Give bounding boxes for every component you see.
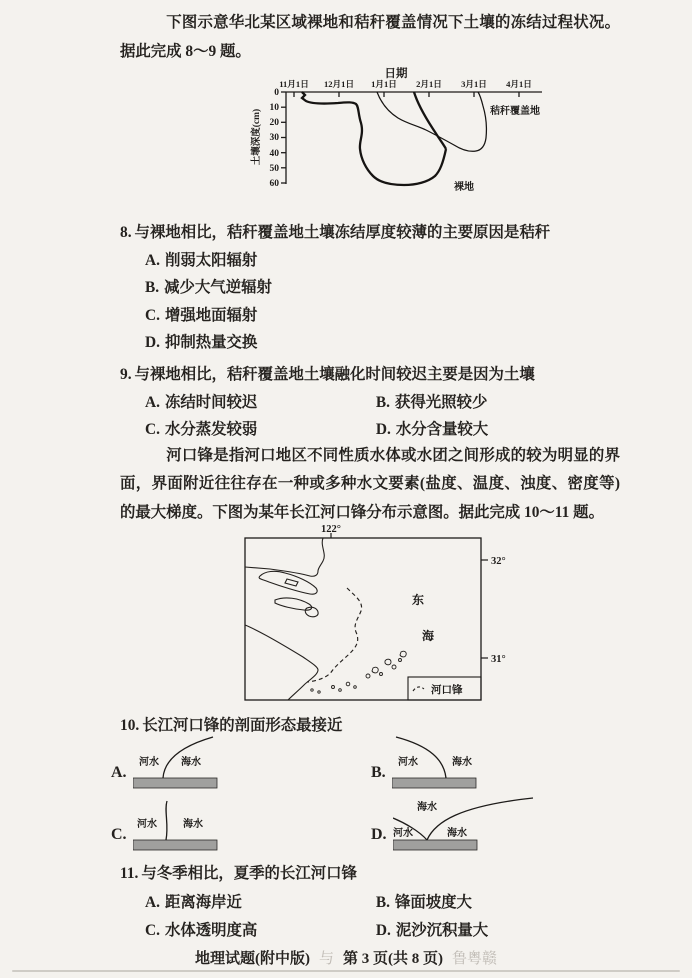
y-tick-label: 50 xyxy=(269,164,279,174)
option-label: B. xyxy=(145,279,160,297)
option-text: 增强地面辐射 xyxy=(164,306,258,324)
option-label: B. xyxy=(375,893,390,911)
profile-option-a xyxy=(111,734,278,791)
option-label: B. xyxy=(375,393,390,411)
estuary-front-line xyxy=(307,588,362,682)
passage-estuary-front: 河口锋是指河口地区不同性质水体或水团之间形成的较为明显的界面，界面附近往往存在一种或多种水文要素(盐度、温度、浊度、密度等)的最大梯度。下图为某年长江河口锋分布示意图。据此完成 10～11 题。 xyxy=(120,447,620,521)
sea-water-label: 海水 xyxy=(180,757,201,768)
option-d xyxy=(376,421,488,438)
option-label: B. xyxy=(371,764,386,781)
x-tick-label: 3月1日 xyxy=(461,79,487,89)
option-label: D. xyxy=(371,826,387,843)
option-text: 距离海岸近 xyxy=(164,893,242,911)
option-b xyxy=(376,394,487,411)
map-frame xyxy=(245,538,481,700)
question-9 xyxy=(120,361,640,444)
seabed-bar xyxy=(392,778,476,788)
option-text: 水分含量较大 xyxy=(395,421,489,439)
option-label: C. xyxy=(145,421,160,439)
question-text: 长江河口锋的剖面形态最接近 xyxy=(142,717,343,734)
bare-land-curve xyxy=(302,92,446,185)
question-number: 9. xyxy=(120,366,132,383)
profile-diagram-a xyxy=(133,734,278,791)
straw-cover-series-label: 秸秆覆盖地 xyxy=(490,106,540,117)
question-8 xyxy=(120,219,640,357)
profile-option-b xyxy=(371,734,537,791)
river-water-label: 河水 xyxy=(136,819,157,830)
question-8-stem xyxy=(120,219,640,247)
sea-water-top-label: 海水 xyxy=(416,802,437,813)
option-row xyxy=(145,416,640,444)
option-label: A. xyxy=(145,893,160,911)
option-a xyxy=(145,889,372,918)
x-tick-label: 2月1日 xyxy=(416,79,442,89)
footer-page-info: 第 3 页(共 8 页) xyxy=(343,951,443,967)
chongming-island xyxy=(259,571,317,594)
option-c xyxy=(145,917,372,946)
chart-y-axis-label: 土壤深度(cm) xyxy=(252,108,262,166)
option-c xyxy=(145,302,640,330)
estuary-front-map xyxy=(215,524,515,714)
footer-watermark-right: 鲁粤赣 xyxy=(452,951,498,967)
river-water-label: 河水 xyxy=(392,828,413,839)
footer-doc-title: 地理试题(附中版) xyxy=(194,951,310,967)
y-tick-label: 30 xyxy=(269,133,279,143)
option-text: 水体透明度高 xyxy=(164,922,258,940)
chart-title: 日期 xyxy=(384,68,408,80)
bare-land-series-label: 裸地 xyxy=(454,182,474,193)
option-row xyxy=(145,917,640,946)
freeze-depth-chart xyxy=(246,66,566,218)
seabed-bar xyxy=(133,840,217,850)
option-text: 水分蒸发较弱 xyxy=(164,421,258,439)
option-row xyxy=(145,389,640,417)
option-label: A. xyxy=(145,251,160,269)
option-label: C. xyxy=(145,922,160,940)
option-b xyxy=(145,274,640,302)
seabed-bar xyxy=(133,778,217,788)
option-text: 冻结时间较迟 xyxy=(164,393,258,411)
inner-islet xyxy=(285,579,298,586)
profile-diagram-c xyxy=(133,796,278,853)
profile-option-c xyxy=(111,796,278,853)
option-label: A. xyxy=(111,764,127,781)
profile-diagram-b xyxy=(392,734,537,791)
passage-freeze-intro: 下图示意华北某区域裸地和秸秆覆盖情况下土壤的冻结过程状况。据此完成 8～9 题。 xyxy=(120,14,620,60)
river-water-label: 河水 xyxy=(397,757,418,768)
y-tick-label: 0 xyxy=(274,88,279,98)
question-text: 与冬季相比，夏季的长江河口锋 xyxy=(141,865,357,882)
map-legend xyxy=(408,677,481,700)
option-text: 抑制热量交换 xyxy=(164,334,258,352)
chart-y-tick-labels xyxy=(270,88,280,189)
north-bank-coast xyxy=(245,538,324,576)
option-label: C. xyxy=(145,306,160,324)
y-tick-label: 20 xyxy=(269,118,279,128)
option-a xyxy=(145,247,640,275)
x-tick-label: 1月1日 xyxy=(371,79,397,89)
question-number: 10. xyxy=(120,717,140,734)
rising-front-curve xyxy=(427,798,533,840)
option-label: D. xyxy=(375,421,391,439)
south-bank-coast xyxy=(245,625,318,700)
sea-water-label: 海水 xyxy=(182,819,203,830)
latitude-label-31: 31° xyxy=(491,654,506,665)
seabed-bar xyxy=(393,840,477,850)
question-number: 11. xyxy=(120,865,139,882)
sea-name-char-sea: 海 xyxy=(422,629,435,643)
longitude-label: 122° xyxy=(321,524,341,535)
offshore-islands xyxy=(311,651,406,693)
y-tick-label: 10 xyxy=(269,103,279,113)
coastline xyxy=(245,538,324,700)
y-tick-label: 40 xyxy=(269,149,279,159)
sea-water-label: 海水 xyxy=(446,828,467,839)
river-water-label: 河水 xyxy=(138,757,159,768)
option-text: 锋面坡度大 xyxy=(394,893,472,911)
x-tick-label: 11月1日 xyxy=(279,79,309,89)
option-d xyxy=(145,329,640,357)
option-text: 削弱太阳辐射 xyxy=(164,251,258,269)
x-tick-label: 4月1日 xyxy=(506,79,532,89)
footer-watermark-mid: 与 xyxy=(318,951,334,967)
sea-water-label: 海水 xyxy=(451,757,472,768)
option-text: 减少大气逆辐射 xyxy=(164,279,272,297)
option-b xyxy=(376,894,472,911)
option-label: D. xyxy=(375,922,391,940)
latitude-label-32: 32° xyxy=(491,556,506,567)
chart-x-tick-labels xyxy=(279,79,532,89)
scan-edge-line xyxy=(12,970,680,972)
y-tick-label: 60 xyxy=(269,179,279,189)
legend-label: 河口锋 xyxy=(431,685,463,696)
question-text: 与裸地相比，秸秆覆盖地土壤冻结厚度较薄的主要原因是秸秆 xyxy=(134,224,551,241)
question-11 xyxy=(120,860,640,946)
option-text: 获得光照较少 xyxy=(394,393,488,411)
legend-dashed-symbol xyxy=(413,687,424,691)
x-tick-label: 12月1日 xyxy=(323,79,355,89)
page-footer xyxy=(0,947,692,968)
option-label: D. xyxy=(145,334,160,352)
option-label: C. xyxy=(111,826,127,843)
question-9-stem xyxy=(120,361,640,389)
question-number: 8. xyxy=(120,224,132,241)
option-text: 泥沙沉积量大 xyxy=(395,922,489,940)
option-row xyxy=(145,889,640,918)
option-a xyxy=(145,389,372,417)
profile-diagram-d xyxy=(393,796,538,853)
option-d xyxy=(376,922,488,939)
sea-name-char-east: 东 xyxy=(412,593,425,607)
question-11-stem xyxy=(120,860,640,889)
profile-option-d xyxy=(371,796,538,853)
question-text: 与裸地相比，秸秆覆盖地土壤融化时间较迟主要是因为土壤 xyxy=(134,366,535,383)
straw-cover-curve xyxy=(377,92,486,151)
front-interface-curve xyxy=(166,801,167,840)
option-c xyxy=(145,416,372,444)
option-label: A. xyxy=(145,393,160,411)
